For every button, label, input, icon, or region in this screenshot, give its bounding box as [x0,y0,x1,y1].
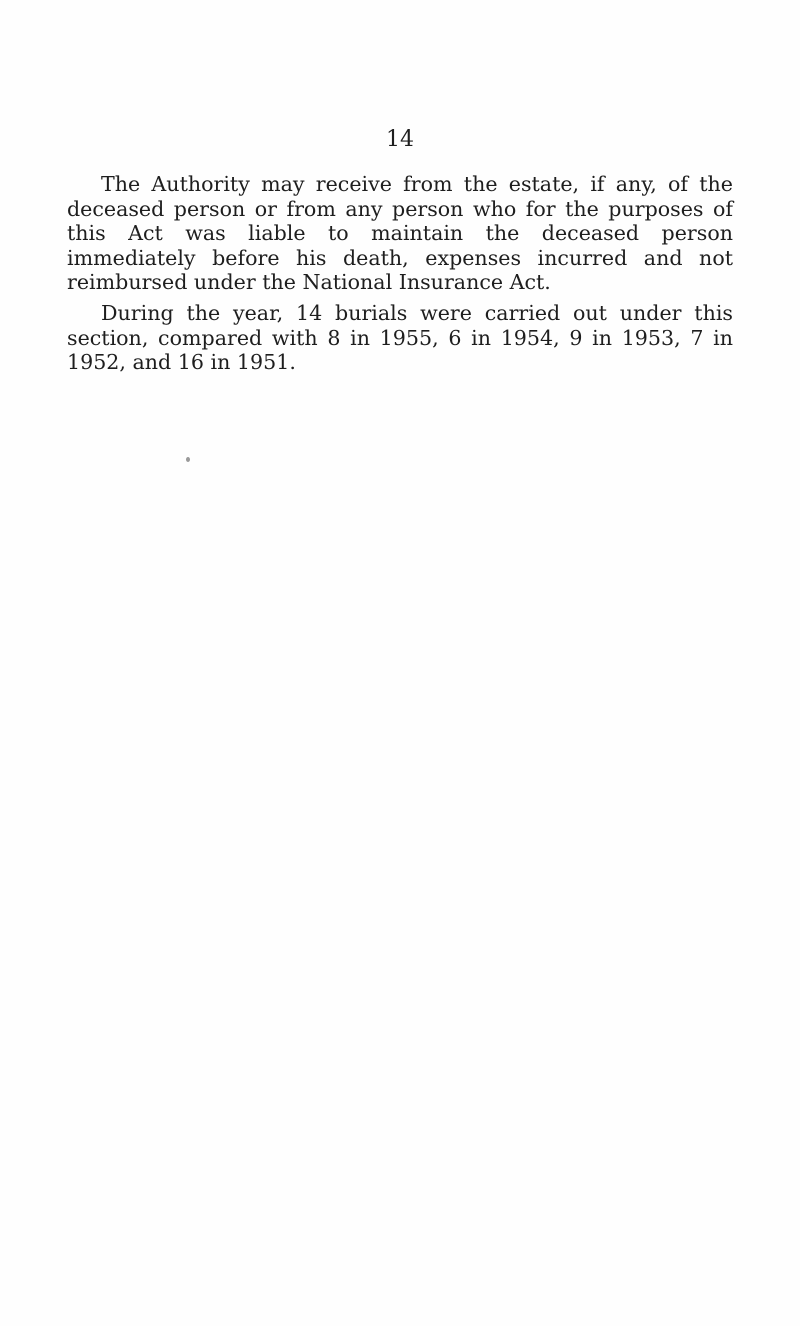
paper-speck [186,457,190,462]
body-text [67,172,733,381]
paragraph-burials-count: During the year, 14 burials were carried out under this section, compared with 8 in 1955, 6 in 1954, 9 in 1953, 7 in 1952, and 16 in 1951. [67,300,733,375]
paragraph-authority-expenses: The Authority may receive from the estate, if any, of the deceased person or from any person who for the purposes of this Act was liable to maintain the deceased person immediately before his death, expenses incurred and not reimbursed under the National Insurance Act. [67,172,733,295]
page-number: 14 [386,127,414,152]
